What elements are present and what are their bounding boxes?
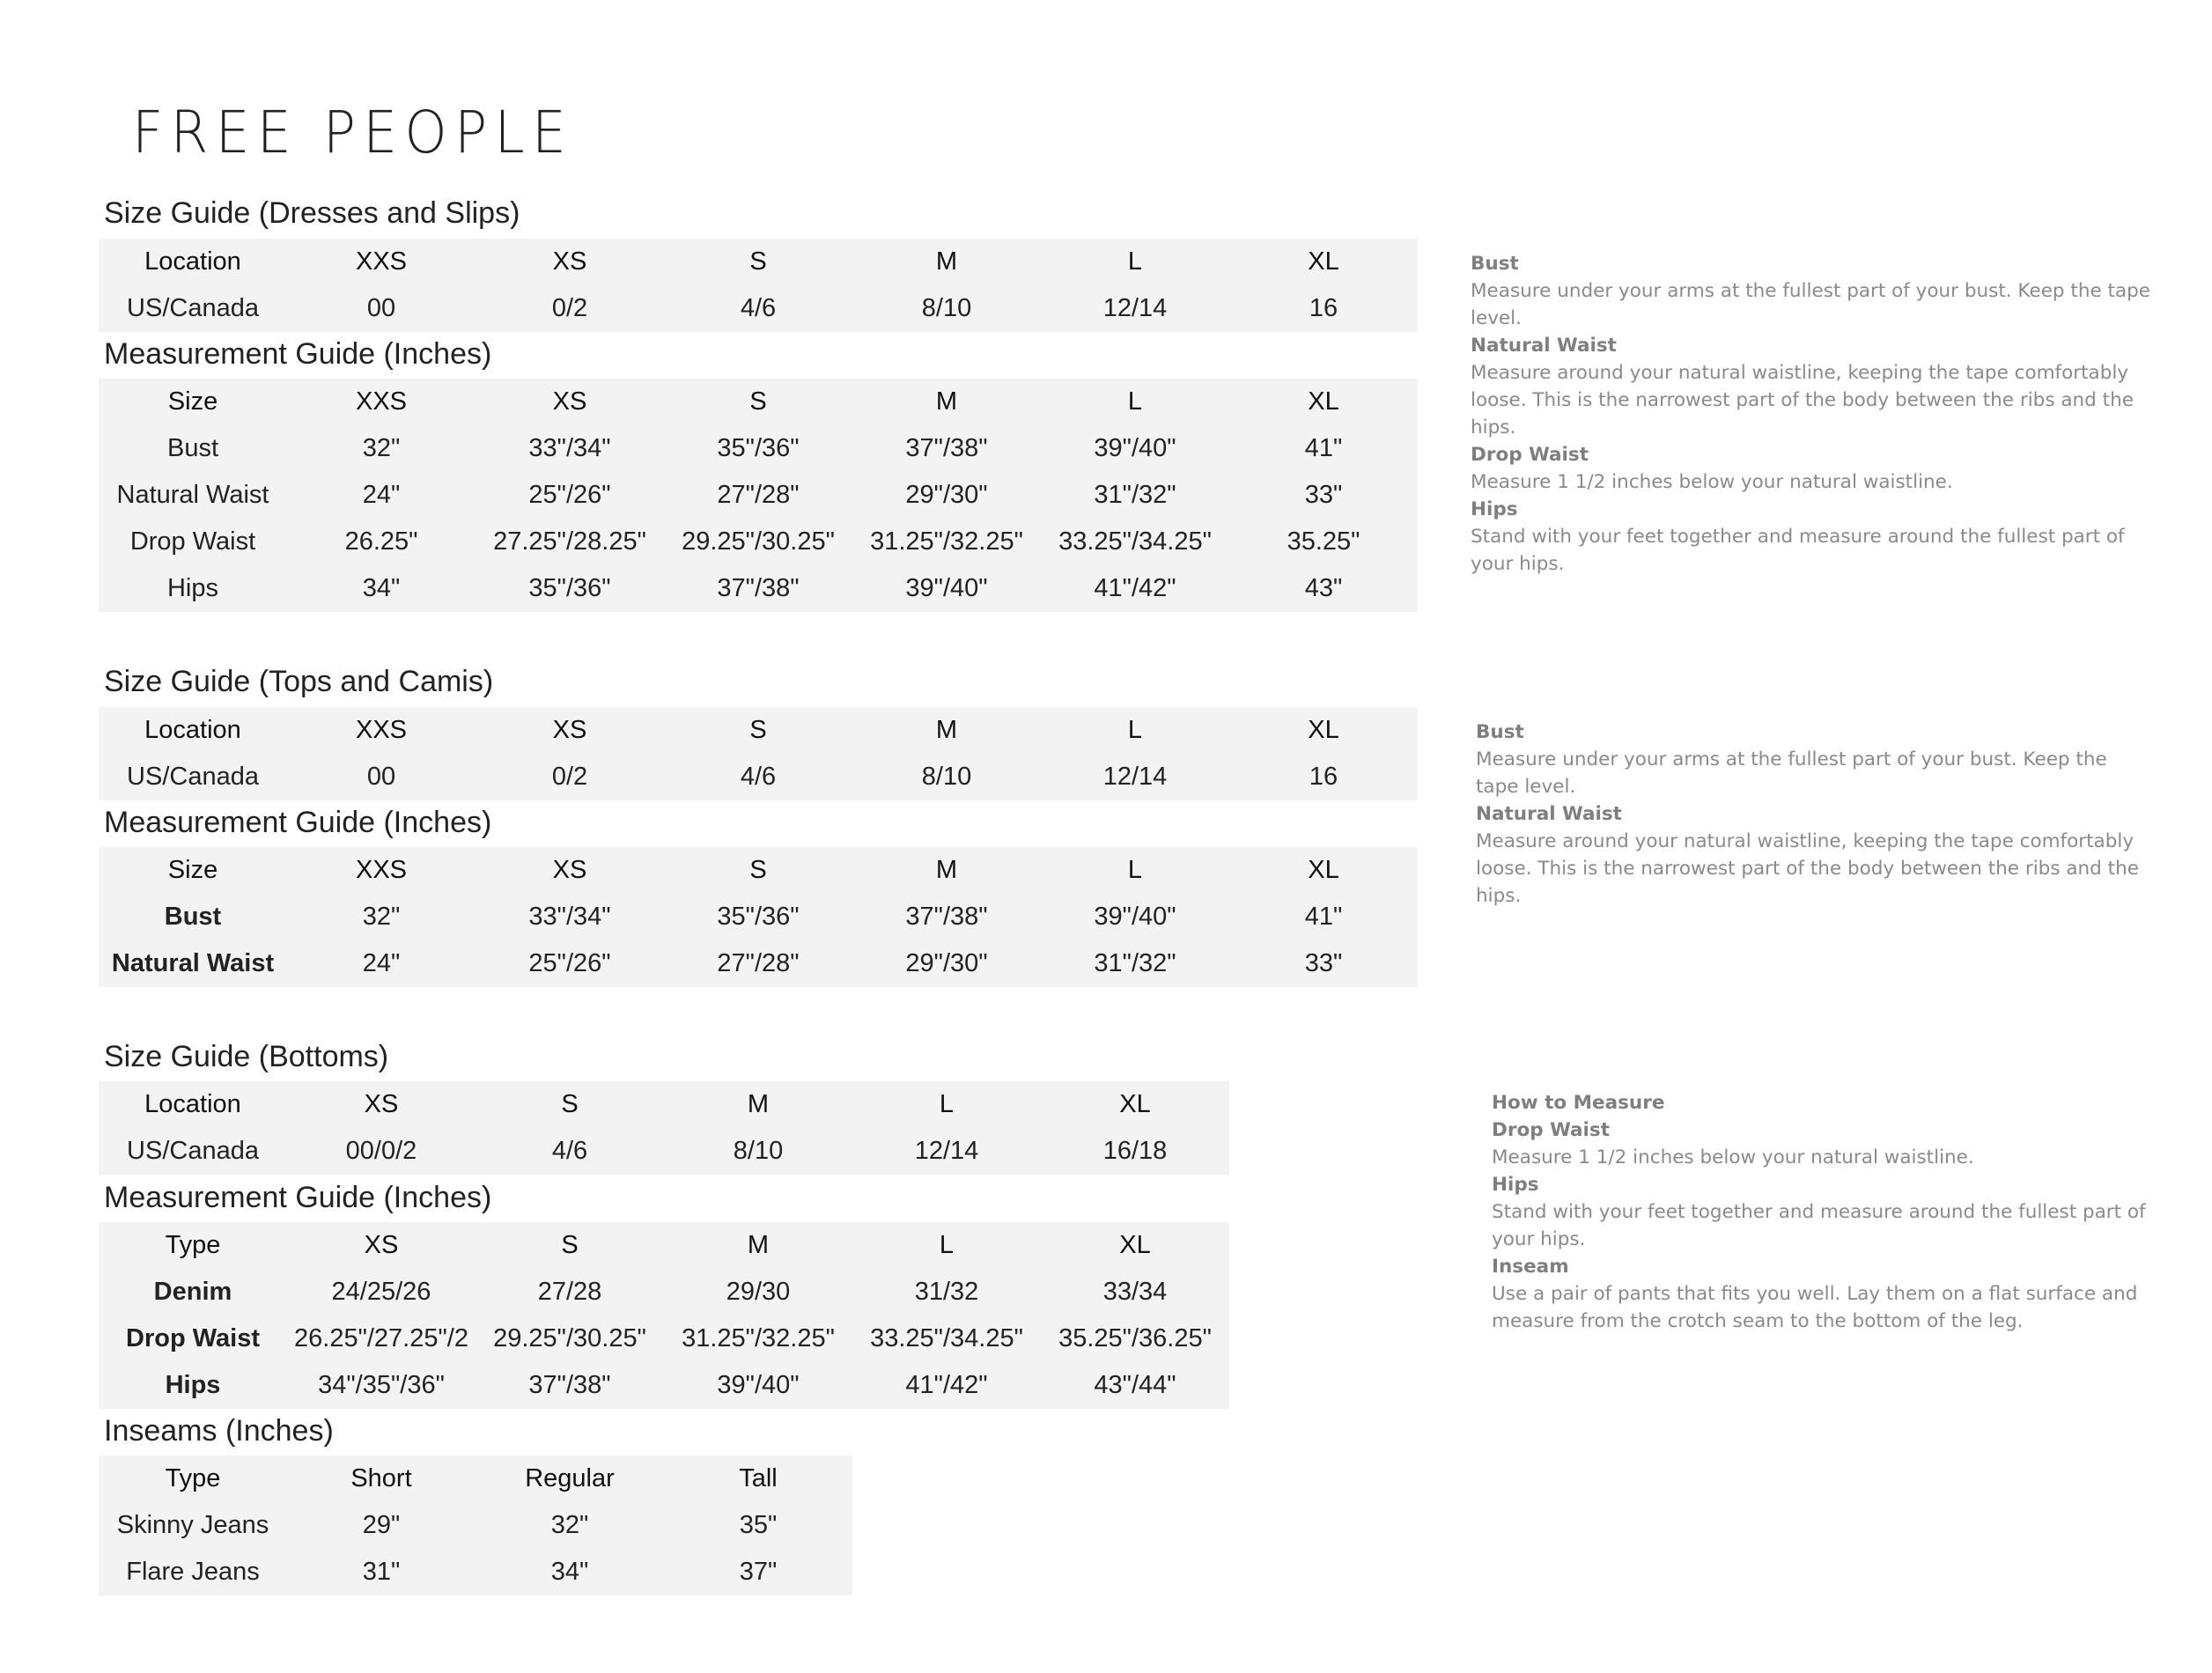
table-cell: Bust	[166, 434, 219, 462]
table-cell: XL	[1308, 247, 1339, 276]
table-cell: 8/10	[921, 763, 972, 791]
table-cell: Regular	[525, 1464, 615, 1492]
table-cell: US/Canada	[127, 294, 259, 322]
table-cell: 34"	[550, 1558, 589, 1586]
table-row	[99, 1316, 1229, 1362]
table-cell: Hips	[166, 574, 218, 602]
table-cell: 41"/42"	[905, 1371, 988, 1399]
table-cell: XL	[1119, 1090, 1151, 1118]
table-cell: Size	[167, 856, 218, 884]
table-cell: Skinny Jeans	[116, 1511, 269, 1539]
table-cell: 16	[1309, 294, 1338, 322]
table-cell: XL	[1308, 387, 1339, 416]
table-row	[99, 1222, 1229, 1269]
table-cell: 0/2	[551, 294, 588, 322]
table-cell: M	[935, 247, 958, 276]
table-cell: 41"/42"	[1094, 574, 1176, 602]
table-cell: 29"	[362, 1511, 401, 1539]
table-cell: 31"	[362, 1558, 401, 1586]
table-cell: 4/6	[740, 294, 777, 322]
table-cell: Denim	[153, 1278, 232, 1306]
table-cell: M	[747, 1090, 770, 1118]
table-cell: 8/10	[733, 1137, 784, 1165]
table-cell: 0/2	[551, 763, 588, 791]
table-cell: 32"	[550, 1511, 589, 1539]
note-heading: Natural Waist	[1471, 335, 1617, 357]
table-cell: 16	[1309, 763, 1338, 791]
table-row	[99, 1362, 1229, 1409]
table-cell: 39"/40"	[1094, 903, 1176, 931]
table-cell: XXS	[355, 716, 408, 744]
table-cell: XS	[364, 1231, 399, 1259]
table-row	[99, 1456, 852, 1502]
table-cell: 33"	[1304, 481, 1343, 509]
table-row	[99, 519, 1418, 565]
table-cell: 12/14	[1102, 294, 1168, 322]
table-cell: L	[1127, 716, 1143, 744]
dresses-measurement-table	[99, 379, 1418, 612]
note-text: Measure under your arms at the fullest part of your bust. Keep the tape level.	[1476, 748, 2107, 798]
table-cell: XS	[552, 387, 587, 416]
tops-measurement-table	[99, 847, 1418, 987]
inseams-title: Inseams (Inches)	[104, 1414, 334, 1448]
table-cell: 31.25"/32.25"	[870, 527, 1023, 556]
table-cell: 29"/30"	[905, 949, 988, 977]
table-cell: 24/25/26	[331, 1278, 431, 1306]
table-row	[99, 894, 1418, 940]
table-cell: Natural Waist	[111, 949, 275, 977]
table-cell: US/Canada	[127, 763, 259, 791]
table-cell: Location	[144, 247, 241, 276]
table-cell: 4/6	[551, 1137, 588, 1165]
table-cell: S	[749, 856, 767, 884]
table-cell: Type	[165, 1231, 221, 1259]
bottoms-measurement-title: Measurement Guide (Inches)	[104, 1181, 492, 1214]
table-row	[99, 1269, 1229, 1316]
tops-measuring-notes	[1476, 719, 2145, 910]
bottoms-measurement-table	[99, 1222, 1229, 1409]
table-cell: XS	[364, 1090, 399, 1118]
table-row	[99, 239, 1418, 285]
table-cell: XXS	[355, 247, 408, 276]
table-row	[99, 847, 1418, 894]
note-heading: Inseam	[1492, 1256, 1569, 1278]
table-cell: XS	[552, 856, 587, 884]
table-cell: XXS	[355, 387, 408, 416]
note-heading: Hips	[1492, 1174, 1539, 1196]
table-cell: M	[935, 856, 958, 884]
note-heading: Drop Waist	[1471, 444, 1589, 466]
note-heading: Natural Waist	[1476, 803, 1622, 825]
table-cell: 37"/38"	[717, 574, 800, 602]
tops-measurement-title: Measurement Guide (Inches)	[104, 806, 492, 839]
table-row	[99, 940, 1418, 987]
table-cell: L	[1127, 387, 1143, 416]
table-cell: XXS	[355, 856, 408, 884]
note-heading: Drop Waist	[1492, 1119, 1610, 1141]
note-text: Measure around your natural waistline, keeping the tape comfortably loose. This is the narrowest part of the body between the ribs and the hips.	[1471, 362, 2134, 439]
table-cell: S	[561, 1231, 579, 1259]
table-cell: Bust	[164, 903, 222, 931]
table-cell: Short	[350, 1464, 412, 1492]
table-cell: 35.25"/36.25"	[1058, 1324, 1212, 1352]
table-cell: 41"	[1304, 903, 1343, 931]
table-cell: 39"/40"	[717, 1371, 800, 1399]
table-cell: 33"	[1304, 949, 1343, 977]
table-cell: 32"	[362, 434, 401, 462]
table-cell: Location	[144, 1090, 241, 1118]
table-cell: 35"/36"	[717, 903, 800, 931]
table-cell: 39"/40"	[1094, 434, 1176, 462]
table-cell: 35"/36"	[717, 434, 800, 462]
table-cell: XL	[1308, 856, 1339, 884]
table-cell: 37"/38"	[905, 903, 988, 931]
table-cell: 35.25"	[1287, 527, 1360, 556]
table-cell: 12/14	[1102, 763, 1168, 791]
table-cell: 33"/34"	[528, 903, 611, 931]
table-row	[99, 425, 1418, 472]
table-cell: Size	[167, 387, 218, 416]
table-cell: 41"	[1304, 434, 1343, 462]
inseams-table	[99, 1456, 852, 1596]
table-cell: 29.25"/30.25"	[493, 1324, 646, 1352]
table-cell: S	[749, 247, 767, 276]
table-cell: L	[1127, 247, 1143, 276]
table-cell: 29.25"/30.25"	[682, 527, 835, 556]
brand-logo: FREE PEOPLE	[132, 99, 574, 166]
table-cell: 00	[366, 294, 396, 322]
table-cell: 24"	[362, 481, 401, 509]
table-cell: 37"/38"	[528, 1371, 611, 1399]
table-cell: 27"/28"	[717, 949, 800, 977]
dresses-measuring-notes	[1471, 250, 2166, 578]
table-cell: Drop Waist	[126, 1324, 260, 1352]
table-cell: 8/10	[921, 294, 972, 322]
table-cell: 31/32	[914, 1278, 979, 1306]
note-text: Measure around your natural waistline, keeping the tape comfortably loose. This is the narrowest part of the body between the ribs and the hips.	[1476, 830, 2139, 907]
table-cell: 00/0/2	[345, 1137, 417, 1165]
table-cell: 37"	[739, 1558, 778, 1586]
table-row	[99, 379, 1418, 425]
bottoms-size-title: Size Guide (Bottoms)	[104, 1040, 389, 1073]
table-cell: 35"	[739, 1511, 778, 1539]
note-heading: Bust	[1471, 253, 1519, 275]
table-cell: L	[1127, 856, 1143, 884]
note-text: Stand with your feet together and measure around the fullest part of your hips.	[1471, 526, 2125, 575]
table-cell: 32"	[362, 903, 401, 931]
table-cell: Type	[165, 1464, 221, 1492]
table-cell: L	[939, 1090, 955, 1118]
note-text: Measure 1 1/2 inches below your natural waistline.	[1471, 471, 1953, 493]
dresses-measurement-title: Measurement Guide (Inches)	[104, 337, 492, 371]
table-cell: S	[749, 387, 767, 416]
table-cell: Natural Waist	[116, 481, 269, 509]
table-row	[99, 1549, 852, 1596]
table-cell: M	[935, 387, 958, 416]
notes-title: How to Measure	[1492, 1092, 1665, 1114]
table-cell: L	[939, 1231, 955, 1259]
table-cell: XL	[1308, 716, 1339, 744]
table-cell: 26.25"	[344, 527, 418, 556]
table-cell: 34"/35"/36"	[318, 1371, 445, 1399]
dresses-size-title: Size Guide (Dresses and Slips)	[104, 196, 520, 230]
table-cell: M	[935, 716, 958, 744]
table-cell: S	[749, 716, 767, 744]
tops-size-title: Size Guide (Tops and Camis)	[104, 665, 494, 698]
table-row	[99, 472, 1418, 519]
table-cell: 24"	[362, 949, 401, 977]
table-cell: 29/30	[726, 1278, 791, 1306]
table-cell: Flare Jeans	[126, 1558, 260, 1586]
table-cell: 35"/36"	[528, 574, 611, 602]
table-cell: 33"/34"	[528, 434, 611, 462]
table-cell: 12/14	[914, 1137, 979, 1165]
table-cell: M	[747, 1231, 770, 1259]
table-cell: 33.25"/34.25"	[1058, 527, 1212, 556]
table-row	[99, 1081, 1229, 1128]
table-cell: 16/18	[1102, 1137, 1168, 1165]
note-heading: Bust	[1476, 721, 1524, 743]
table-cell: 39"/40"	[905, 574, 988, 602]
note-heading: Hips	[1471, 498, 1518, 520]
table-cell: Location	[144, 716, 241, 744]
table-cell: S	[561, 1090, 579, 1118]
table-cell: 00	[366, 763, 396, 791]
dresses-size-table	[99, 239, 1418, 332]
table-cell: 33/34	[1102, 1278, 1168, 1306]
table-cell: 31"/32"	[1094, 481, 1176, 509]
note-text: Use a pair of pants that fits you well. Lay them on a flat surface and measure from the crotch seam to the bottom of the leg.	[1492, 1283, 2138, 1332]
table-row	[99, 754, 1418, 800]
table-cell: XL	[1119, 1231, 1151, 1259]
table-cell: 27.25"/28.25"	[493, 527, 646, 556]
table-cell: 34"	[362, 574, 401, 602]
table-row	[99, 1128, 1229, 1175]
tops-size-table	[99, 707, 1418, 800]
table-cell: 33.25"/34.25"	[870, 1324, 1023, 1352]
table-cell: 37"/38"	[905, 434, 988, 462]
bottoms-size-table	[99, 1081, 1229, 1175]
table-cell: US/Canada	[127, 1137, 259, 1165]
table-cell: 31"/32"	[1094, 949, 1176, 977]
table-cell: Tall	[739, 1464, 778, 1492]
table-cell: 43"/44"	[1094, 1371, 1176, 1399]
table-cell: 31.25"/32.25"	[682, 1324, 835, 1352]
table-cell: Hips	[165, 1371, 221, 1399]
table-cell: XS	[552, 716, 587, 744]
note-text: Measure under your arms at the fullest part of your bust. Keep the tape level.	[1471, 280, 2150, 329]
table-cell: Drop Waist	[129, 527, 256, 556]
bottoms-measuring-notes	[1492, 1089, 2152, 1335]
table-cell: XS	[552, 247, 587, 276]
table-cell: 27/28	[537, 1278, 602, 1306]
note-text: Stand with your feet together and measure around the fullest part of your hips.	[1492, 1201, 2146, 1250]
table-cell: 27"/28"	[717, 481, 800, 509]
table-row	[99, 1502, 852, 1549]
note-text: Measure 1 1/2 inches below your natural waistline.	[1492, 1146, 1974, 1168]
table-cell: 43"	[1304, 574, 1343, 602]
table-row	[99, 707, 1418, 754]
table-row	[99, 565, 1418, 612]
table-cell: 29"/30"	[905, 481, 988, 509]
table-row	[99, 285, 1418, 332]
table-cell: 25"/26"	[528, 481, 611, 509]
table-cell: 25"/26"	[528, 949, 611, 977]
table-cell: 26.25"/27.25"/2	[294, 1324, 468, 1352]
table-cell: 4/6	[740, 763, 777, 791]
